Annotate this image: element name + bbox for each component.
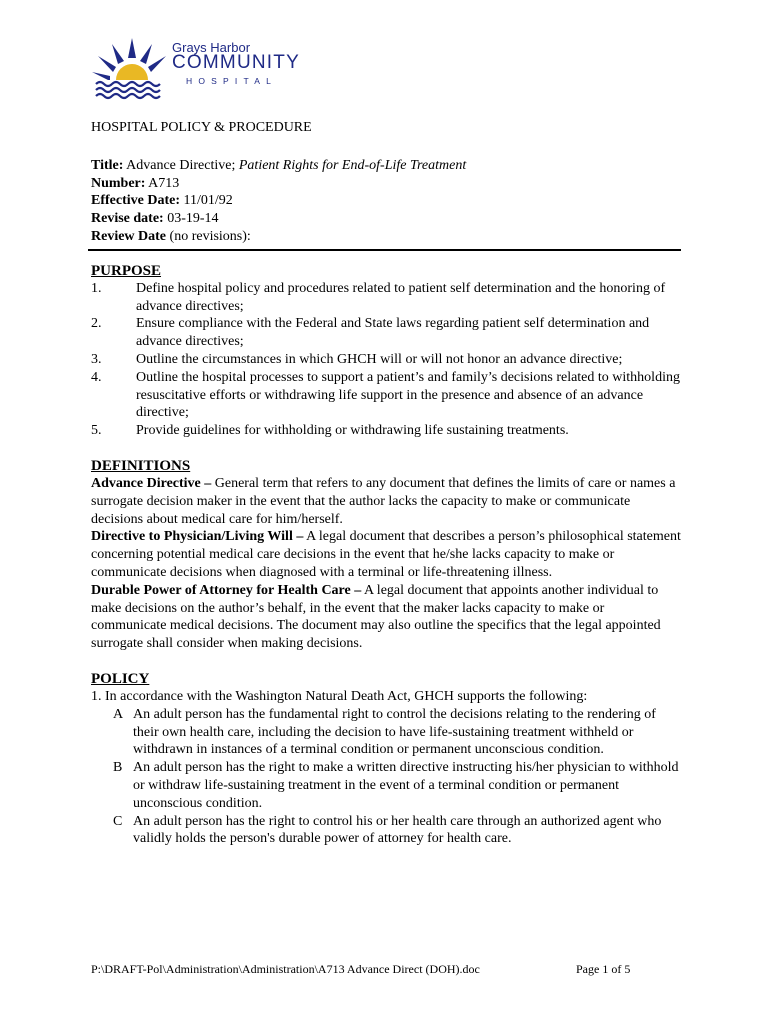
revise-label: Revise date: [91, 211, 164, 227]
item-text: An adult person has the fundamental right to control the decisions relating to the rendering of their own health care, including the decision to have life-sustaining treatment withheld or withdrawn in instances of a terminal condition or permanent unconscious condition. [133, 706, 656, 758]
policy-section [91, 688, 681, 848]
hospital-logo [88, 36, 298, 106]
item-number: 1. [91, 280, 102, 296]
sunburst-icon [88, 36, 168, 106]
definition-text: A legal document that describes a person’s philosophical statement concerning potential medical care decisions in the event that he/she lacks capacity to make or communicate decisions when diagnosed with a terminal or life-threatening illness. [91, 529, 681, 580]
review-line [91, 228, 681, 246]
item-number: 2. [91, 316, 102, 332]
item-number: 4. [91, 369, 102, 385]
item-letter: B [113, 760, 123, 776]
definition-text: General term that refers to any document that defines the limits of care or names a surrogate decision maker in the event that the author lacks the capacity to make or communicate decisions about medical care for him/herself. [91, 475, 676, 527]
title-italic: Patient Rights for End-of-Life Treatment [238, 157, 467, 173]
item-text: Outline the circumstances in which GHCH will or will not honor an advance directive; [136, 351, 623, 367]
definition-term: Durable Power of Attorney for Health Care – [91, 582, 362, 598]
logo-line-2: COMMUNITY [172, 52, 300, 73]
revise-line [91, 210, 681, 228]
item-text: Define hospital policy and procedures related to patient self determination and the honoring of advance directives; [136, 280, 666, 314]
item-number: 5. [91, 423, 102, 439]
effective-line [91, 192, 681, 210]
policy-intro: 1. In accordance with the Washington Natural Death Act, GHCH supports the following: [91, 688, 588, 704]
list-item [113, 813, 681, 849]
list-item [113, 706, 681, 759]
item-text: An adult person has the right to control his or her health care through an authorized agent who validly holds the person's durable power of attorney for health care. [133, 813, 662, 847]
purpose-list [91, 280, 681, 440]
item-text: Provide guidelines for withholding or withdrawing life sustaining treatments. [136, 423, 569, 439]
list-item [91, 422, 681, 440]
policy-items [113, 706, 681, 848]
effective-value: 11/01/92 [183, 193, 233, 209]
review-value: (no revisions): [169, 228, 251, 244]
number-line [91, 175, 681, 193]
item-text: Outline the hospital processes to support a patient’s and family’s decisions related to withholding resuscitative efforts or withdrawing life support in the presence and absence of an advance directive; [136, 369, 680, 421]
document-body [91, 119, 681, 848]
policy-heading: POLICY [91, 670, 150, 687]
definition-term: Advance Directive – [91, 475, 212, 491]
document-meta [91, 157, 681, 246]
title-value: Advance Directive; [126, 157, 236, 173]
number-label: Number: [91, 175, 146, 191]
definition-item [91, 582, 681, 653]
list-item [91, 315, 681, 351]
item-number: 3. [91, 351, 102, 367]
document-type: HOSPITAL POLICY & PROCEDURE [91, 120, 312, 135]
logo-line-3: HOSPITAL [186, 76, 278, 86]
definitions-heading: DEFINITIONS [91, 457, 191, 474]
revise-value: 03-19-14 [167, 211, 219, 227]
header-divider [88, 249, 681, 251]
number-value: A713 [148, 175, 180, 191]
item-letter: A [113, 706, 124, 722]
footer-page-number: Page 1 of 5 [576, 962, 631, 976]
list-item [113, 759, 681, 812]
definition-item [91, 528, 681, 581]
list-item [91, 280, 681, 316]
effective-label: Effective Date: [91, 193, 181, 209]
list-item [91, 351, 681, 369]
definition-text: A legal document that appoints another individual to make decisions on the author’s behalf, in the event that the maker lacks capacity to make or communicate medical decisions. The document may also outline the specifics that the legal appointed surrogate shall consider when making decisions. [91, 582, 661, 652]
definition-item [91, 475, 681, 528]
logo-line-1: Grays Harbor [172, 40, 251, 55]
purpose-heading: PURPOSE [91, 262, 162, 279]
item-letter: C [113, 813, 123, 829]
title-label: Title: [91, 157, 124, 173]
review-label: Review Date [91, 228, 167, 244]
item-text: Ensure compliance with the Federal and State laws regarding patient self determination and advance directives; [136, 316, 650, 350]
title-line [91, 157, 681, 175]
definitions-list [91, 475, 681, 653]
footer-file-path: P:\DRAFT-Pol\Administration\Administration\A713 Advance Direct (DOH).doc [91, 962, 480, 976]
list-item [91, 369, 681, 422]
item-text: An adult person has the right to make a written directive instructing his/her physician to withhold or withdraw life-sustaining treatment in the event of a terminal condition or permanent unconscious condition. [133, 760, 679, 811]
definition-term: Directive to Physician/Living Will – [91, 529, 304, 545]
